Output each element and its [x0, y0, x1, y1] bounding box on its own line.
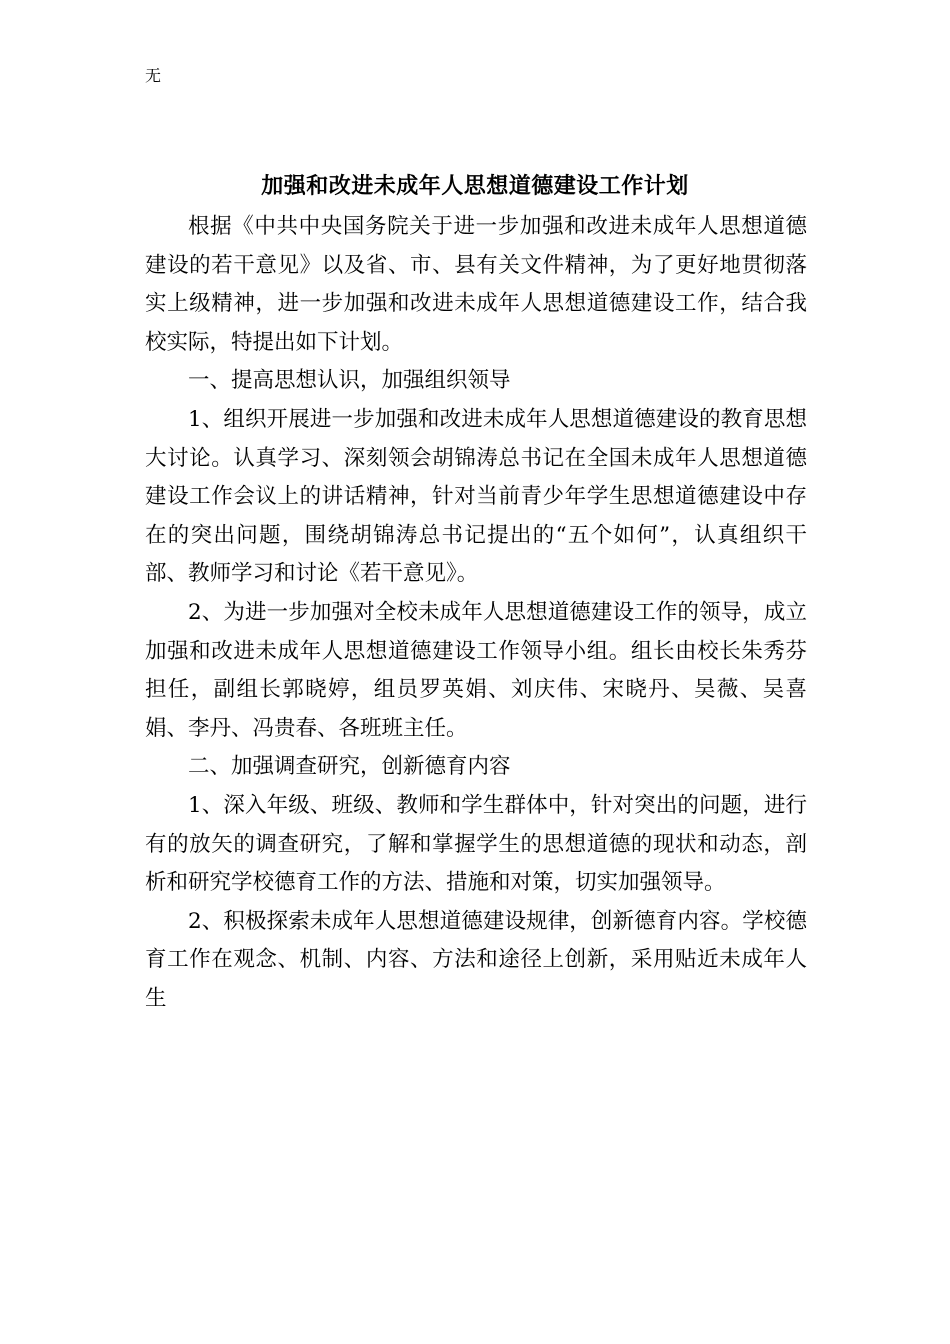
document-title: 加强和改进未成年人思想道德建设工作计划 — [261, 174, 689, 199]
paragraph-1-2: 2、为进一步加强对全校未成年人思想道德建设工作的领导，成立加强和改进未成年人思想道德建设工作领导小组。组长由校长朱秀芬担任，副组长郭晓婷，组员罗英娟、刘庆伟、宋晓丹、吴薇、吴喜娟、李丹、冯贵春、各班班主任。 — [145, 599, 807, 741]
document-body — [145, 208, 807, 1018]
header-mark: 无 — [145, 66, 162, 85]
paragraph-2-1: 1、深入年级、班级、教师和学生群体中，针对突出的问题，进行有的放矢的调查研究，了解和掌握学生的思想道德的现状和动态，剖析和研究学校德育工作的方法、措施和对策，切实加强领导。 — [145, 792, 807, 896]
paragraph-2-2: 2、积极探索未成年人思想道德建设规律，创新德育内容。学校德育工作在观念、机制、内容、方法和途径上创新，采用贴近未成年人生 — [145, 908, 807, 1011]
section-heading-2: 二、加强调查研究，创新德育内容 — [188, 754, 511, 780]
paragraph-intro: 根据《中共中央国务院关于进一步加强和改进未成年人思想道德建设的若干意见》以及省、市、县有关文件精神，为了更好地贯彻落实上级精神，进一步加强和改进未成年人思想道德建设工作，结合我校实际，特提出如下计划。 — [145, 214, 807, 355]
paragraph-1-1: 1、组织开展进一步加强和改进未成年人思想道德建设的教育思想大讨论。认真学习、深刻领会胡锦涛总书记在全国未成年人思想道德建设工作会议上的讲话精神，针对当前青少年学生思想道德建设中存在的突出问题，围绕胡锦涛总书记提出的“五个如何”，认真组织干部、教师学习和讨论《若干意见》。 — [145, 406, 807, 587]
section-heading-1: 一、提高思想认识，加强组织领导 — [188, 368, 511, 394]
